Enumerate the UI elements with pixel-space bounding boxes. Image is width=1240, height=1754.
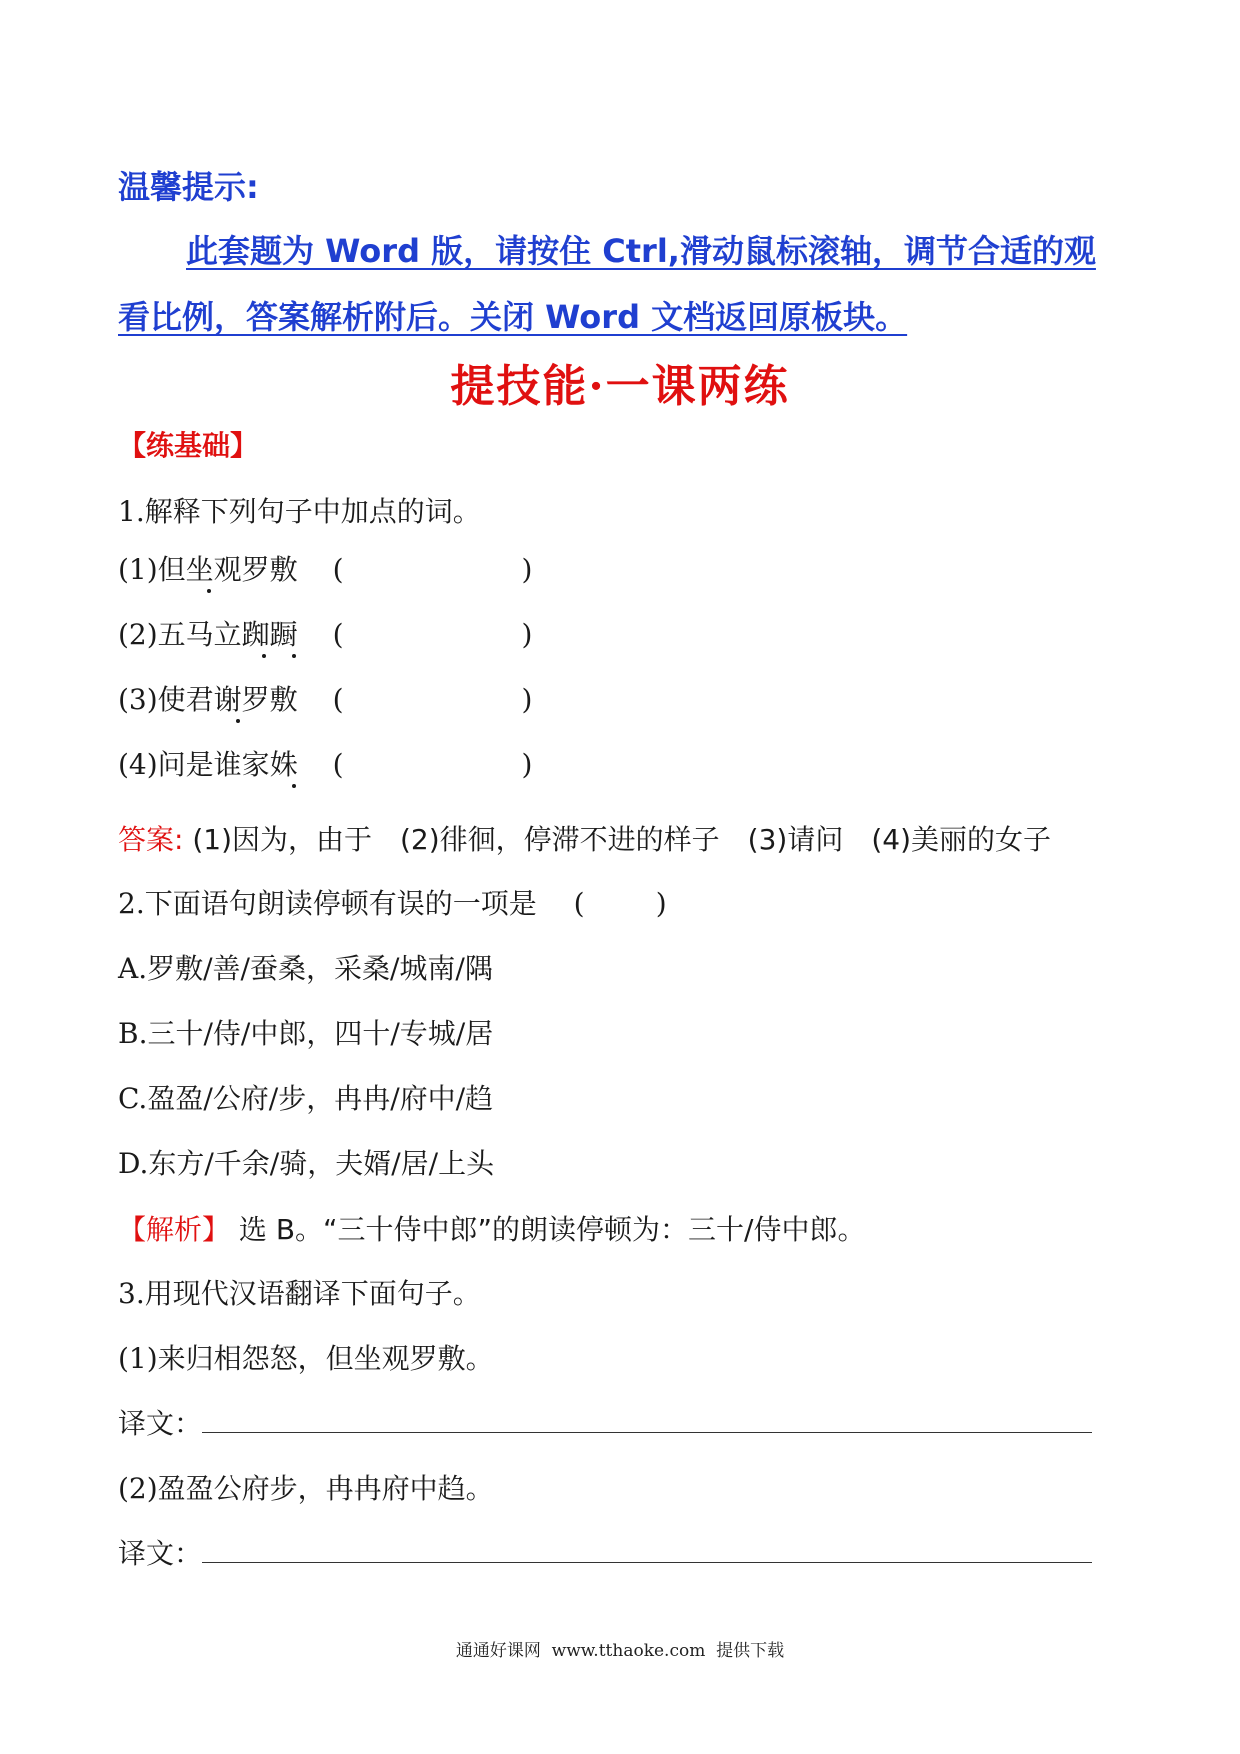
emphasis-dot bbox=[262, 654, 266, 658]
analysis-label: 【解析】 bbox=[118, 1213, 231, 1246]
translation-row-2 bbox=[118, 1532, 1092, 1572]
answer-paren: ( ) bbox=[573, 887, 667, 920]
translation-row-1 bbox=[118, 1402, 1092, 1442]
page-title: 提技能·一课两练 bbox=[450, 361, 790, 412]
page-footer: 通通好课网 www.tthaoke.com 提供下载 bbox=[455, 1641, 785, 1661]
translation-answer-line[interactable] bbox=[202, 1410, 1092, 1433]
question-1-item-3 bbox=[118, 678, 532, 718]
answer-paren: ( ) bbox=[332, 683, 533, 716]
answer-paren: ( ) bbox=[332, 553, 533, 586]
item-text: (1)但坐观罗敷 bbox=[118, 553, 298, 586]
question-1-item-4 bbox=[118, 743, 532, 783]
question-1-item-1 bbox=[118, 548, 532, 588]
tip-title: 温馨提示: bbox=[118, 168, 259, 206]
answer-paren: ( ) bbox=[332, 618, 533, 651]
analysis-text: 选 B。“三十侍中郎”的朗读停顿为：三十/侍中郎。 bbox=[238, 1213, 866, 1246]
translation-answer-line[interactable] bbox=[202, 1540, 1092, 1563]
option-d: D.东方/千余/骑，夫婿/居/上头 bbox=[118, 1147, 495, 1180]
emphasis-dot bbox=[292, 654, 296, 658]
option-c: C.盈盈/公府/步，冉冉/府中/趋 bbox=[118, 1082, 494, 1115]
question-1-answer bbox=[118, 818, 1051, 858]
question-2-stem bbox=[118, 882, 667, 922]
answer-text: (1)因为，由于 (2)徘徊，停滞不进的样子 (3)请问 (4)美丽的女子 bbox=[192, 823, 1051, 856]
emphasis-dot bbox=[207, 589, 211, 593]
item-text: (2)五马立踟蹰 bbox=[118, 618, 298, 651]
section-heading: 【练基础】 bbox=[118, 429, 259, 462]
question-2-analysis bbox=[118, 1208, 865, 1248]
item-text: (3)使君谢罗敷 bbox=[118, 683, 298, 716]
translation-label: 译文： bbox=[118, 1537, 203, 1570]
question-1-item-2 bbox=[118, 613, 532, 653]
item-text: (4)问是谁家姝 bbox=[118, 748, 298, 781]
translation-label: 译文： bbox=[118, 1407, 203, 1440]
question-3-stem: 3.用现代汉语翻译下面句子。 bbox=[118, 1277, 481, 1310]
question-3-item-1: (1)来归相怨怒，但坐观罗敷。 bbox=[118, 1342, 494, 1375]
question-1-stem: 1.解释下列句子中加点的词。 bbox=[118, 495, 481, 528]
emphasis-dot bbox=[236, 719, 240, 723]
answer-label: 答案: bbox=[118, 823, 184, 856]
answer-paren: ( ) bbox=[332, 748, 533, 781]
question-3-item-2: (2)盈盈公府步，冉冉府中趋。 bbox=[118, 1472, 494, 1505]
emphasis-dot bbox=[292, 784, 296, 788]
tip-line-1[interactable]: 此套题为 Word 版，请按住 Ctrl,滑动鼠标滚轴，调节合适的观 bbox=[186, 232, 1096, 270]
stem-text: 2.下面语句朗读停顿有误的一项是 bbox=[118, 887, 537, 920]
option-b: B.三十/侍/中郎，四十/专城/居 bbox=[118, 1017, 494, 1050]
option-a: A.罗敷/善/蚕桑，采桑/城南/隅 bbox=[118, 952, 493, 985]
tip-line-2[interactable]: 看比例，答案解析附后。关闭 Word 文档返回原板块。 bbox=[118, 298, 908, 336]
